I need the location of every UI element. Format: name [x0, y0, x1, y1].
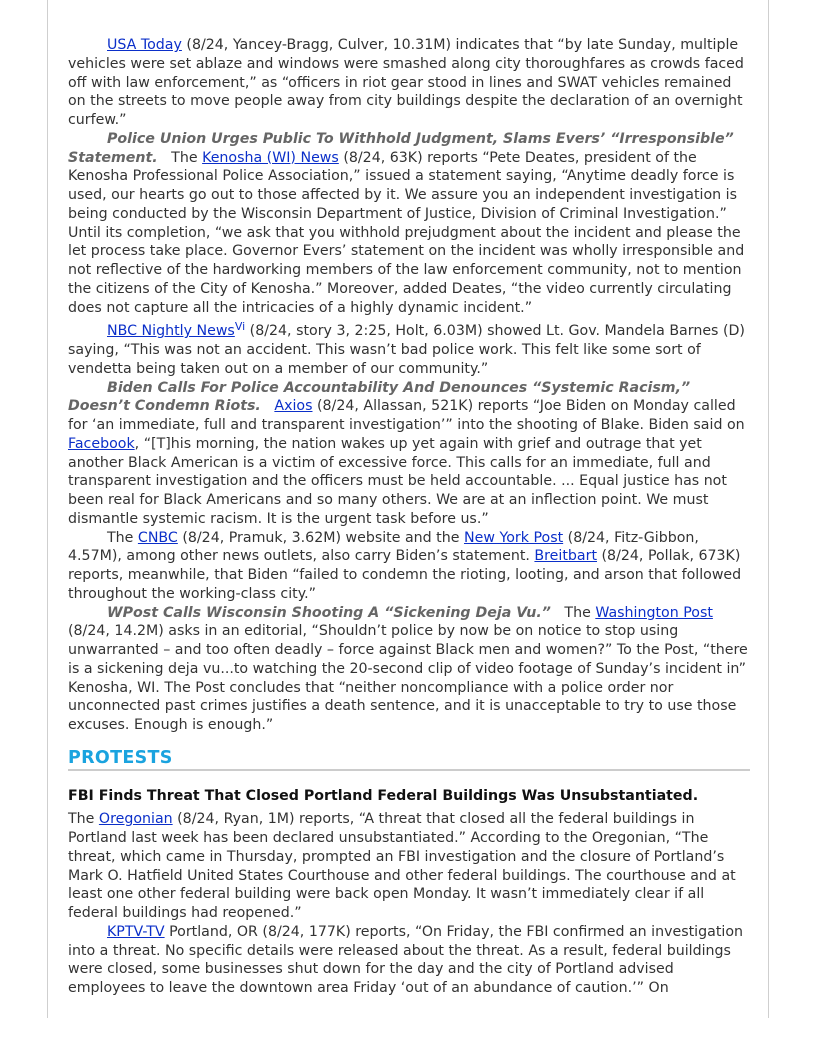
paragraph-text: (8/24, Pramuk, 3.62M) website and the	[177, 529, 464, 546]
link-breitbart[interactable]: Breitbart	[534, 548, 598, 565]
paragraph-kptv	[68, 923, 750, 998]
paragraph-text: , “[T]his morning, the nation wakes up yet again with grief and outrage that yet another Black American is a victim of excessive force. This calls for an immediate, full and transparent investigation and the officers must be held accountable. ... Equal justice has not been real for Black Americans and so many others. We are at an inflection point. We must dismantle systemic racism. It is the urgent task before us.”	[68, 435, 727, 527]
article-headline: FBI Finds Threat That Closed Portland Federal Buildings Was Unsubstantiated.	[68, 787, 699, 804]
link-cnbc[interactable]: CNBC	[137, 529, 178, 546]
paragraph-biden	[68, 379, 750, 529]
link-facebook[interactable]: Facebook	[68, 435, 135, 452]
paragraph-text: (8/24, Pollak, 673K) reports, meanwhile, that Biden “failed to condemn the rioting, looting, and arson that followed throughout the working-class city.”	[68, 548, 742, 602]
link-kenosha-news[interactable]: Kenosha (WI) News	[202, 149, 339, 166]
paragraph-text: The	[68, 811, 99, 828]
link-usa-today[interactable]: USA Today	[107, 37, 182, 53]
link-axios[interactable]: Axios	[274, 398, 313, 415]
video-icon[interactable]: Vi	[234, 320, 246, 334]
link-washington-post[interactable]: Washington Post	[595, 604, 713, 621]
paragraph-nbc	[68, 318, 750, 378]
kicker-wpost: WPost Calls Wisconsin Shooting A “Sickening Deja Vu.”	[107, 604, 551, 621]
paragraph-text: (8/24, Ryan, 1M) reports, “A threat that closed all the federal buildings in Portland last week has been declared unsubstantiated.” According to the Oregonian, “The threat, which came in Thursday, prompted an FBI investigation and the closure of Portland’s Mark O. Hatfield United States Courthouse and other federal buildings. The courthouse and at least one other federal building were back open Monday. It wasn’t immediately clear if all federal buildings had reopened.”	[68, 811, 736, 921]
paragraph-wpost	[68, 604, 750, 735]
paragraph-oregonian	[68, 810, 750, 923]
paragraph-text: (8/24, Allassan, 521K) reports “Joe Biden on Monday called for ‘an immediate, full and transparent investigation’” into the shooting of Blake. Biden said on	[68, 398, 745, 433]
section-title-protests: PROTESTS	[68, 749, 750, 771]
paragraph-usa-today	[68, 36, 750, 130]
paragraph-text: (8/24, Yancey-Bragg, Culver, 10.31M) indicates that “by late Sunday, multiple vehicles were set ablaze and windows were smashed along city thoroughfares as crowds faced off with law enforcement,” as “officers in riot gear stood in lines and SWAT vehicles remained on the streets to move people away from city buildings despite the declaration of an overnight curfew.”	[68, 37, 744, 128]
link-kptv[interactable]: KPTV-TV	[107, 923, 165, 940]
link-new-york-post[interactable]: New York Post	[463, 529, 564, 546]
kicker-police-union: Police Union Urges Public To Withhold Judgment, Slams Evers’ “Irresponsible” Statement.	[68, 130, 734, 166]
paragraph-police-union	[68, 130, 750, 318]
paragraph-text: (8/24, Fitz-Gibbon, 4.57M), among other news outlets, also carry Biden’s statement.	[68, 529, 699, 565]
paragraph-text: Portland, OR (8/24, 177K) reports, “On Friday, the FBI confirmed an investigation into a threat. No specific details were released about the threat. As a result, federal buildings were closed, some businesses shut down for the day and the city of Portland advised employees to leave the downtown area Friday ‘out of an abundance of caution.’” On	[68, 923, 743, 996]
paragraph-text: (8/24, 63K) reports “Pete Deates, president of the Kenosha Professional Police Association,” issued a statement saying, “Anytime deadly force is used, our hearts go out to those affected by it. We assure you an independent investigation is being conducted by the Wisconsin Department of Justice, Division of Criminal Investigation.” Until its completion, “we ask that you withhold prejudgment about the incident and please the let process take place. Governor Evers’ statement on the incident was wholly irresponsible and not reflective of the hardworking members of the law enforcement community, not to mention the citizens of the City of Kenosha.” Moreover, added Deates, “the video currently circulating does not capture all the intricacies of a highly dynamic incident.”	[68, 149, 745, 316]
document-body	[68, 36, 750, 998]
kicker-biden: Biden Calls For Police Accountability And Denounces “Systemic Racism,” Doesn’t Condemn Riots.	[68, 379, 691, 415]
paragraph-text: (8/24, 14.2M) asks in an editorial, “Shouldn’t police by now be on notice to stop using unwarranted – and too often deadly – force against Black men and women?” To the Post, “there is a sickening deja vu...to watching the 20-second clip of video footage of Sunday’s incident in” Kenosha, WI. The Post concludes that “neither noncompliance with a police order nor unconnected past crimes justifies a death sentence, and it is unacceptable to try to use those excuses. Enough is enough.”	[68, 623, 748, 733]
paragraph-text: (8/24, story 3, 2:25, Holt, 6.03M) showed Lt. Gov. Mandela Barnes (D) saying, “This was not an accident. This wasn’t bad police work. This felt like some sort of vendetta being taken out on a member of our community.”	[68, 323, 745, 377]
link-nbc-nightly-news[interactable]: NBC Nightly News	[107, 323, 235, 340]
link-oregonian[interactable]: Oregonian	[98, 811, 173, 828]
paragraph-text: The	[157, 149, 203, 166]
paragraph-text: The	[107, 529, 138, 546]
paragraph-cnbc	[68, 529, 750, 604]
paragraph-text: The	[550, 604, 596, 621]
